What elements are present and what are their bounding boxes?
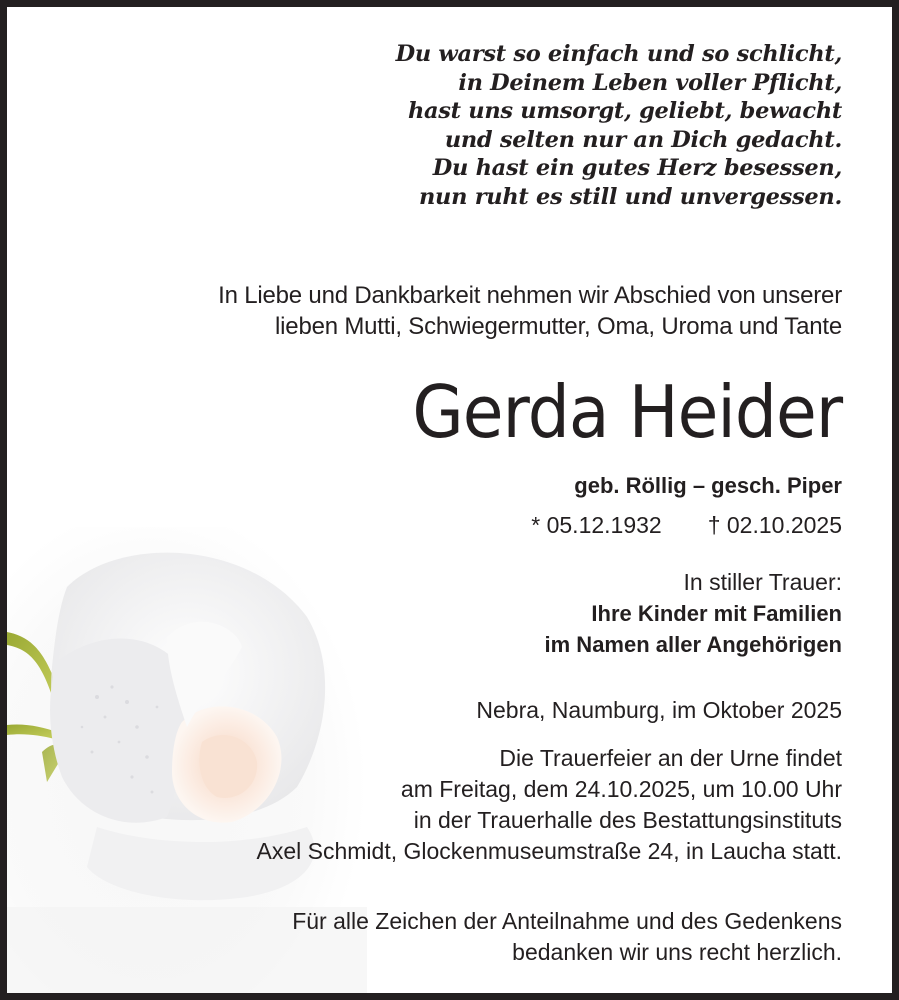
life-dates <box>531 509 842 541</box>
poem <box>396 40 842 212</box>
deceased-name: Gerda Heider <box>412 370 842 454</box>
mourner-line: Ihre Kinder mit Familien <box>591 601 842 626</box>
poem-line: Du hast ein gutes Herz besessen, <box>432 155 842 182</box>
ceremony-line: am Freitag, dem 24.10.2025, um 10.00 Uhr <box>400 776 842 802</box>
mourning-label: In stiller Trauer: <box>683 569 842 595</box>
mourners <box>545 567 842 660</box>
birth-date: * 05.12.1932 <box>531 512 662 538</box>
poem-line: in Deinem Leben voller Pflicht, <box>458 69 842 96</box>
ceremony-line: in der Trauerhalle des Bestattungsinstituts <box>413 807 842 833</box>
obituary-card <box>7 7 892 993</box>
ceremony-line: Die Trauerfeier an der Urne findet <box>499 745 842 771</box>
poem-line: nun ruht es still und unvergessen. <box>419 183 842 210</box>
intro-line: lieben Mutti, Schwiegermutter, Oma, Uroma und Tante <box>275 313 842 340</box>
ceremony-info <box>257 743 843 867</box>
poem-line: Du warst so einfach und so schlicht, <box>395 41 842 67</box>
poem-line: und selten nur an Dich gedacht. <box>444 126 842 153</box>
maiden-names: geb. Röllig – gesch. Piper <box>574 473 842 498</box>
ceremony-line: Axel Schmidt, Glockenmuseumstraße 24, in Laucha statt. <box>256 838 842 864</box>
thanks-line: bedanken wir uns recht herzlich. <box>512 939 842 965</box>
thanks-line: Für alle Zeichen der Anteilnahme und des Gedenkens <box>292 908 842 934</box>
intro-text <box>218 280 842 342</box>
mourner-line: im Namen aller Angehörigen <box>544 632 842 657</box>
poem-line: hast uns umsorgt, geliebt, bewacht <box>407 98 842 125</box>
place-date: Nebra, Naumburg, im Oktober 2025 <box>476 697 842 723</box>
death-date: † 02.10.2025 <box>707 512 842 538</box>
intro-line: In Liebe und Dankbarkeit nehmen wir Abschied von unserer <box>218 282 842 309</box>
thanks-text <box>292 906 842 968</box>
